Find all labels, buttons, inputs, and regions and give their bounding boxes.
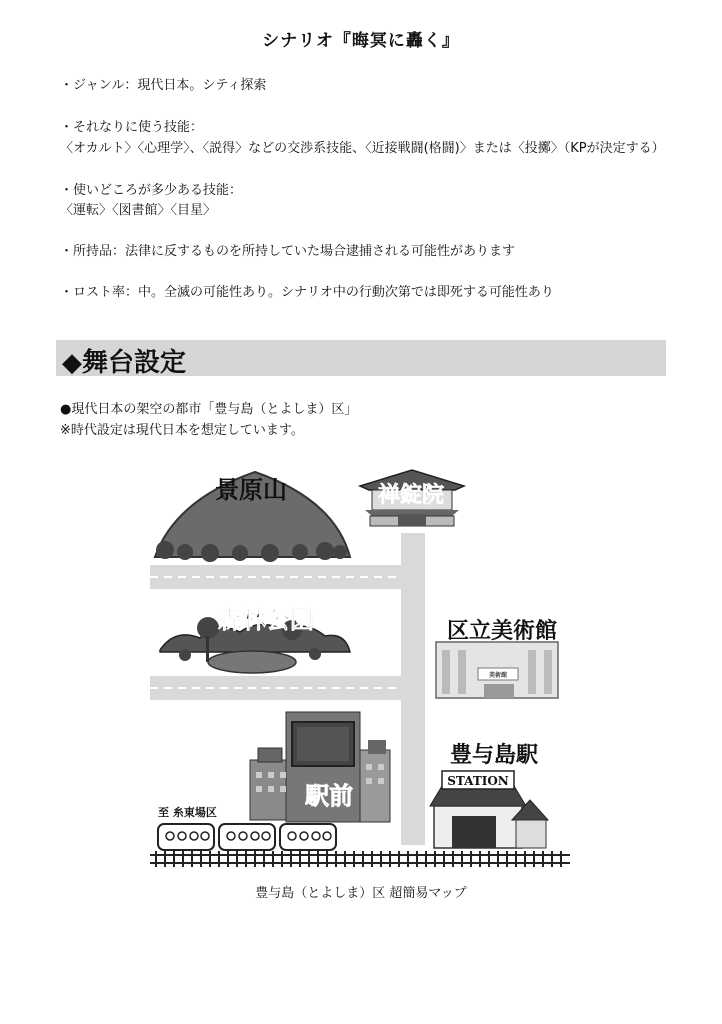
genre-line: ・ジャンル：現代日本。シティ探索 [60, 78, 267, 93]
to-district-label: 至 糸東場区 [158, 806, 217, 819]
temple-label: 禅錠院 [378, 482, 445, 508]
skills-some-label: ・使いどころが多少ある技能： [60, 183, 243, 198]
station-sign: STATION [447, 774, 509, 788]
ekimae-label: 駅前 [305, 781, 353, 810]
museum-sign: 美術館 [488, 672, 508, 679]
park-label: 森林公園 [218, 605, 314, 634]
map-caption: 豊与島（とよしま）区 超簡易マップ [255, 886, 467, 901]
scenario-title: シナリオ『晦冥に轟く』 [262, 31, 460, 51]
lost-rate-line: ・ロスト率：中。全滅の可能性あり。シナリオ中の行動次第では即死する可能性あり [60, 285, 554, 300]
items-line: ・所持品：法律に反するものを所持していた場合逮捕される可能性があります [60, 244, 516, 259]
setting-era-line: ※時代設定は現代日本を想定しています。 [60, 423, 304, 438]
setting-city-line: ●現代日本の架空の都市「豊与島（とよしま）区」 [60, 402, 358, 417]
museum-illustration [436, 642, 558, 698]
mountain-label: 景原山 [215, 475, 287, 504]
museum-label: 区立美術館 [447, 618, 558, 644]
skills-some-list: 〈運転〉〈図書館〉〈目星〉 [60, 203, 217, 218]
station-label: 豊与島駅 [450, 742, 539, 768]
skills-used-list: 〈オカルト〉〈心理学〉、〈説得〉などの交渉系技能、〈近接戦闘(格闘)〉または〈投擲〉（KPが決定する） [60, 141, 665, 156]
section-heading: ◆舞台設定 [62, 348, 186, 378]
skills-used-label: ・それなりに使う技能： [60, 120, 204, 135]
